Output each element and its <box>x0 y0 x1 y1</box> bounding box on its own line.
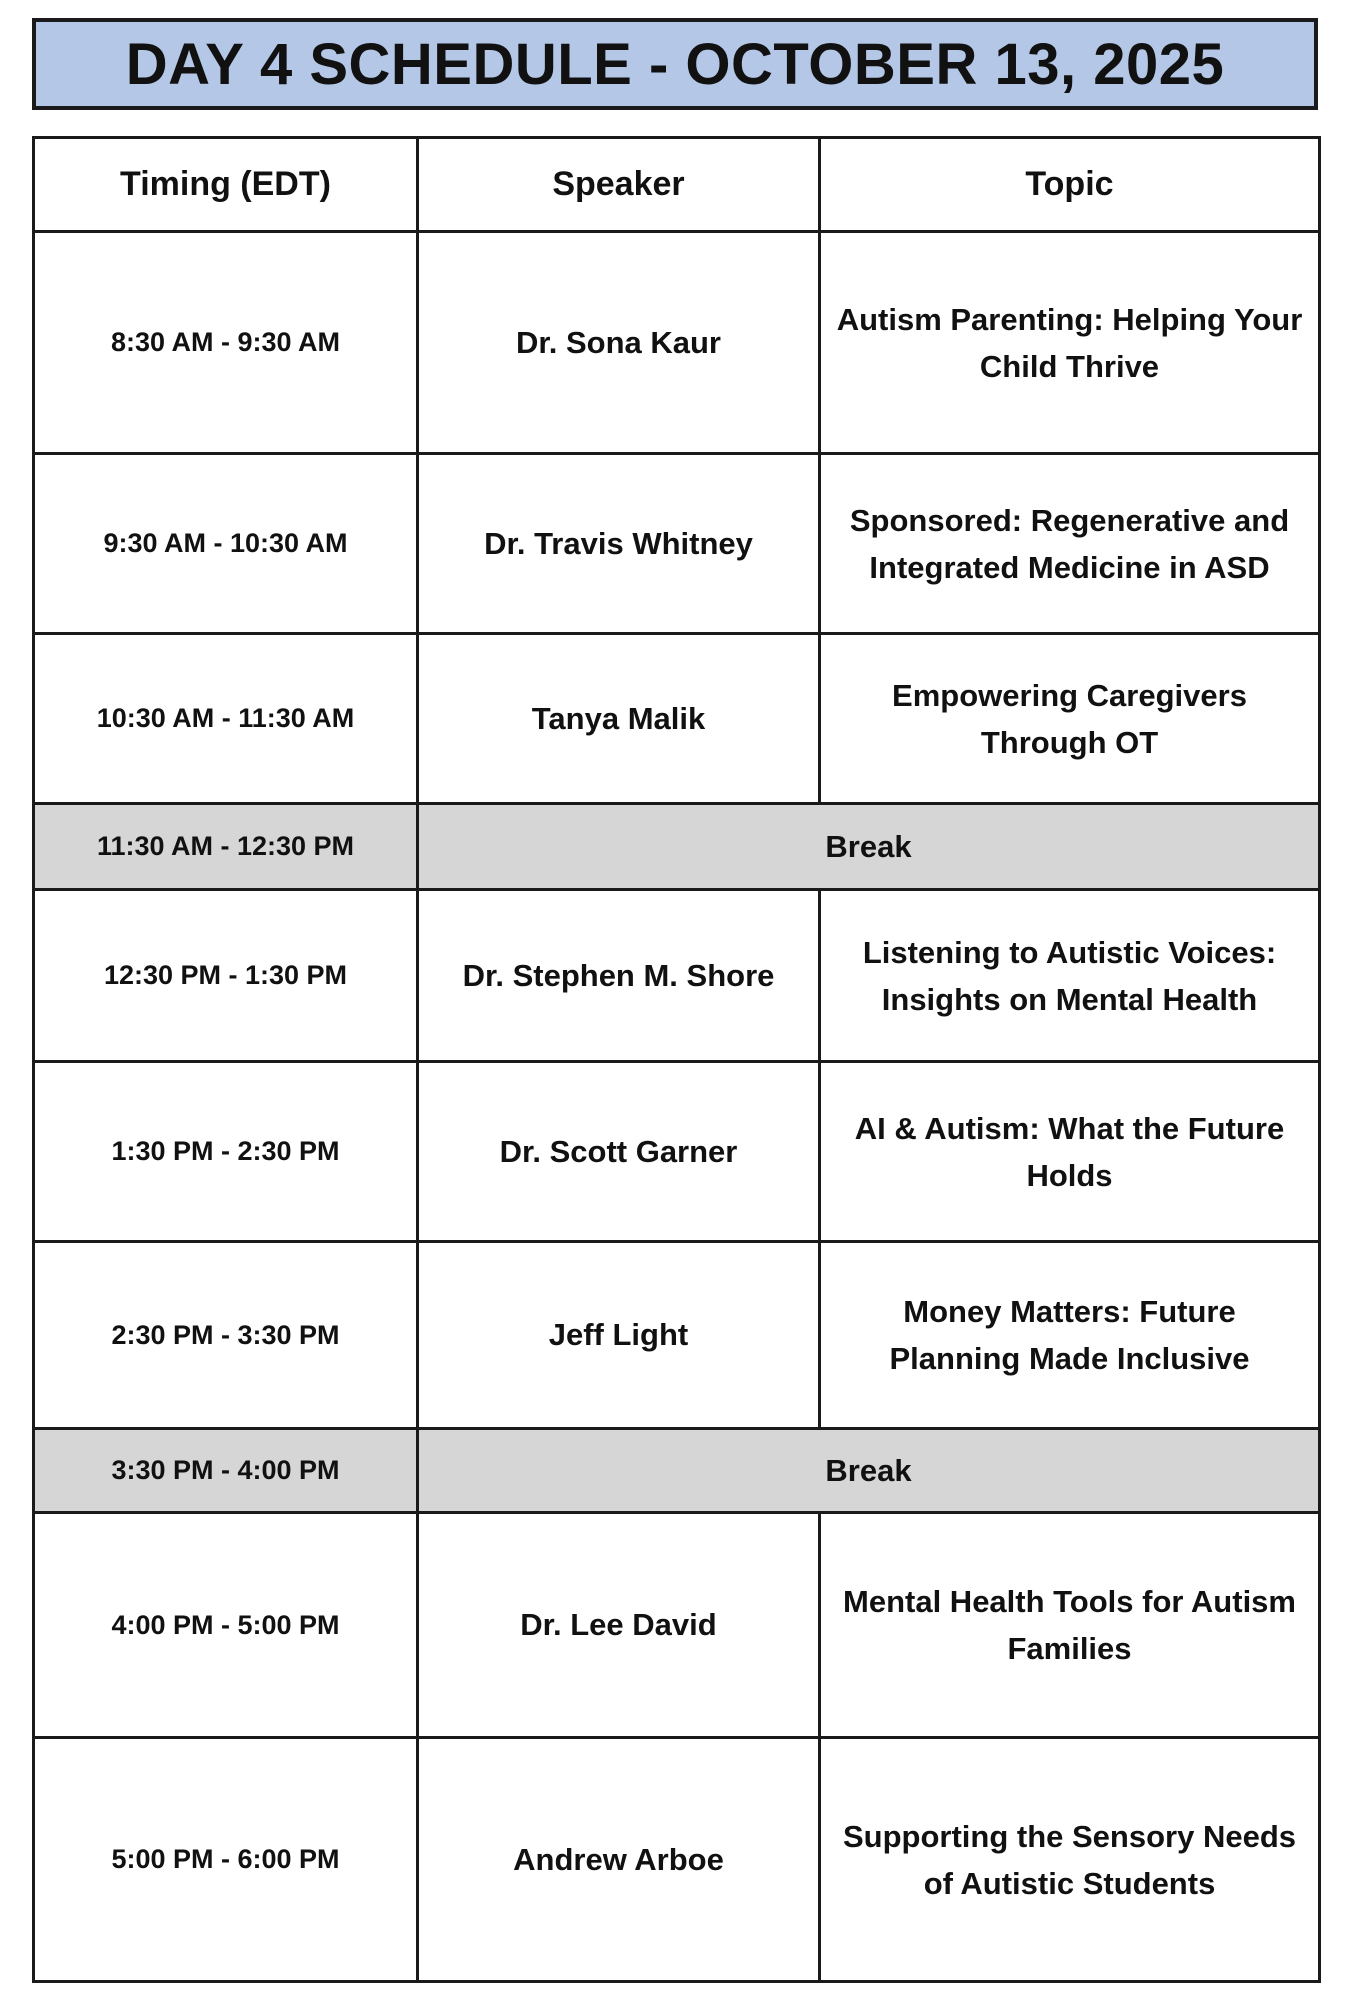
schedule-banner <box>32 18 1318 110</box>
header-speaker: Speaker <box>418 138 820 232</box>
table-row <box>34 454 1320 634</box>
break-time-cell: 11:30 AM - 12:30 PM <box>34 804 418 890</box>
time-cell: 2:30 PM - 3:30 PM <box>34 1242 418 1429</box>
table-row <box>34 1513 1320 1738</box>
page-title: DAY 4 SCHEDULE - OCTOBER 13, 2025 <box>125 31 1225 97</box>
speaker-cell: Tanya Malik <box>418 634 820 804</box>
topic-cell: Mental Health Tools for Autism Families <box>820 1513 1320 1738</box>
table-row <box>34 634 1320 804</box>
header-timing: Timing (EDT) <box>34 138 418 232</box>
speaker-cell: Dr. Lee David <box>418 1513 820 1738</box>
topic-cell: Listening to Autistic Voices: Insights on Mental Health <box>820 890 1320 1062</box>
speaker-cell: Jeff Light <box>418 1242 820 1429</box>
header-row <box>34 138 1320 232</box>
schedule-table <box>32 136 1321 1983</box>
time-cell: 5:00 PM - 6:00 PM <box>34 1738 418 1982</box>
table-row <box>34 1242 1320 1429</box>
time-cell: 1:30 PM - 2:30 PM <box>34 1062 418 1242</box>
topic-cell: Money Matters: Future Planning Made Inclusive <box>820 1242 1320 1429</box>
topic-cell: Sponsored: Regenerative and Integrated Medicine in ASD <box>820 454 1320 634</box>
time-cell: 8:30 AM - 9:30 AM <box>34 232 418 454</box>
time-cell: 12:30 PM - 1:30 PM <box>34 890 418 1062</box>
speaker-cell: Dr. Scott Garner <box>418 1062 820 1242</box>
header-topic: Topic <box>820 138 1320 232</box>
table-row <box>34 1738 1320 1982</box>
topic-cell: Empowering Caregivers Through OT <box>820 634 1320 804</box>
speaker-cell: Dr. Travis Whitney <box>418 454 820 634</box>
topic-cell: AI & Autism: What the Future Holds <box>820 1062 1320 1242</box>
speaker-cell: Dr. Sona Kaur <box>418 232 820 454</box>
break-time-cell: 3:30 PM - 4:00 PM <box>34 1429 418 1513</box>
table-row <box>34 1062 1320 1242</box>
speaker-cell: Andrew Arboe <box>418 1738 820 1982</box>
time-cell: 10:30 AM - 11:30 AM <box>34 634 418 804</box>
break-label: Break <box>418 1429 1320 1513</box>
table-row <box>34 890 1320 1062</box>
table-row <box>34 232 1320 454</box>
time-cell: 4:00 PM - 5:00 PM <box>34 1513 418 1738</box>
speaker-cell: Dr. Stephen M. Shore <box>418 890 820 1062</box>
topic-cell: Supporting the Sensory Needs of Autistic Students <box>820 1738 1320 1982</box>
break-label: Break <box>418 804 1320 890</box>
break-row <box>34 804 1320 890</box>
break-row <box>34 1429 1320 1513</box>
topic-cell: Autism Parenting: Helping Your Child Thrive <box>820 232 1320 454</box>
time-cell: 9:30 AM - 10:30 AM <box>34 454 418 634</box>
